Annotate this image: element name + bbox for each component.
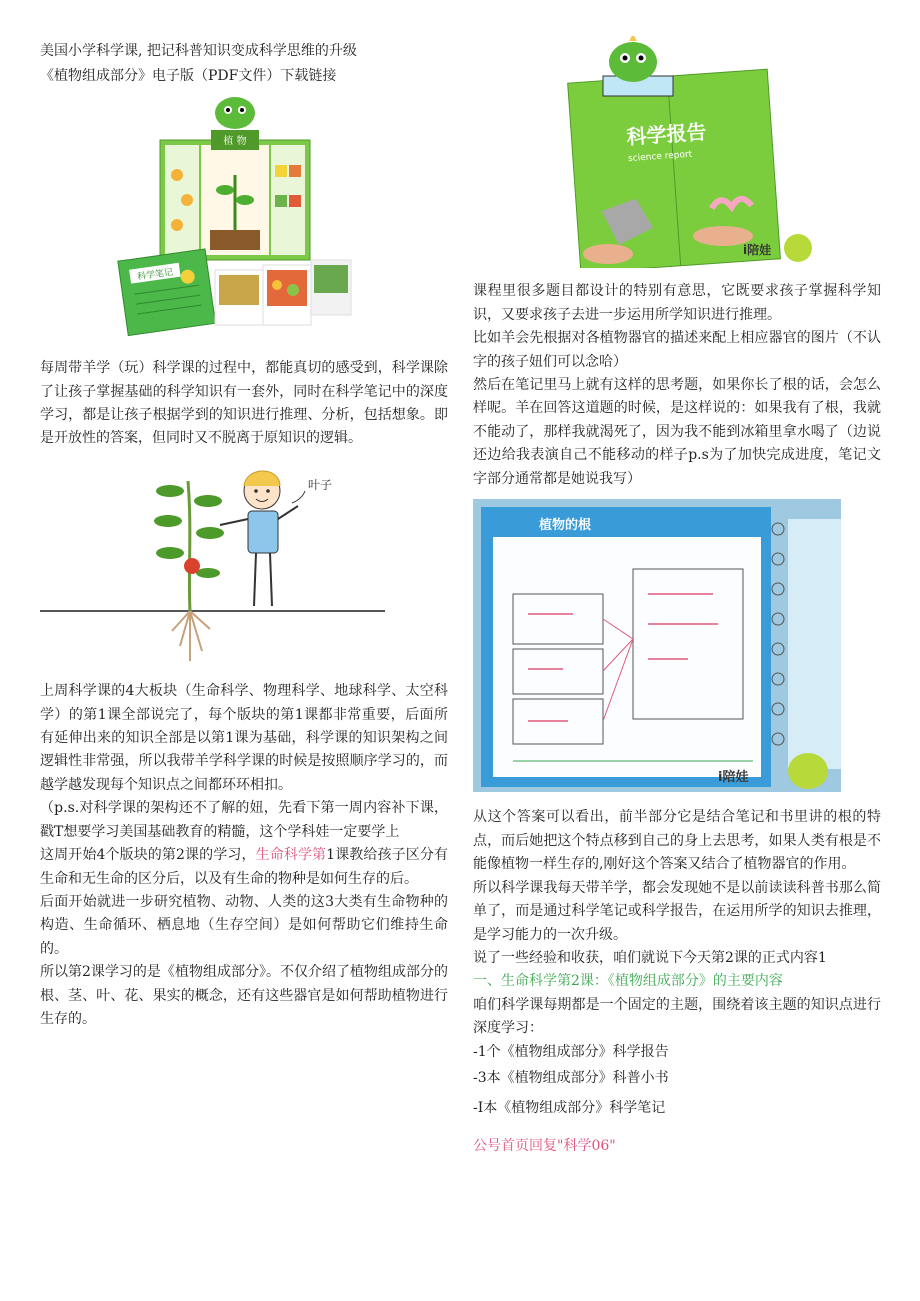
- notebook-brand: i陪娃: [718, 770, 749, 786]
- download-link-text[interactable]: 《植物组成部分》电子版（PDF文件）下载链接: [40, 68, 337, 85]
- life-science-highlight: 生命科学第: [255, 847, 327, 864]
- paragraph-3: （p.s.对科学课的架构还不了解的妞，先看下第一周内容补下课，戳T想要学习美国基础教育的精髓，这个学科娃一定要学上: [40, 800, 448, 840]
- left-column: [40, 40, 448, 1031]
- paragraph-6: 所以第2课学习的是《植物组成部分》。不仅介绍了植物组成部分的根、茎、叶、花、果实的概念，还有这些器官是如何帮助植物进行生存的。: [40, 964, 448, 1027]
- paragraph-4: [40, 844, 448, 891]
- right-column: [473, 36, 881, 1158]
- paragraph-5: 后面开始就进一步研究植物、动物、人类的这3大类有生命物种的构造、生命循环、栖息地（生存空间）是如何帮助它们维持生命的。: [40, 893, 448, 957]
- paragraph-4-pre: 这周开始4个版块的第2课的学习，: [40, 847, 256, 864]
- report-title: 科学报告: [625, 119, 708, 150]
- right-paragraph-2: 比如羊会先根据对各植物器官的描述来配上相应器官的图片（不认字的孩子妞们可以念哈）: [473, 330, 881, 370]
- paragraph-1: 每周带羊学（玩）科学课的过程中，都能真切的感受到，科学课除了让孩子掌握基础的科学知识有一套外，同时在科学笔记中的深度学习，都是让孩子根据学到的知识进行推理、分析，包括想象。即是开放性的答案，但同时又不脱离于原知识的逻辑。: [40, 360, 448, 447]
- section-heading: 一、生命科学第2课：《植物组成部分》的主要内容: [473, 973, 783, 990]
- kit-notebook-label: 科学笔记: [136, 267, 174, 283]
- notebook-heading: 植物的根: [539, 518, 592, 534]
- intro-title: 美国小学科学课, 把记科普知识变成科学思维的升级: [40, 43, 357, 59]
- right-paragraph-4: 从这个答案可以看出，前半部分它是结合笔记和书里讲的根的特点，而后她把这个特点移到自己的身上去思考，如果人类有根是不能像植物一样生存的,刚好这个答案又结合了植物器官的作用。: [473, 809, 881, 873]
- paragraph-2: 上周科学课的4大板块（生命科学、物理科学、地球科学、太空科学）的第1课全部说完了，每个版块的第1课都非常重要，后面所有延伸出来的知识全部是以第1课为基础，科学课的知识架构之间逻辑性非常强，所以我带羊学科学课的时候是按照顺序学习的，而越学越发现每个知识点之间都环环相扣。: [40, 683, 448, 793]
- footer-reply-hint: 公号首页回复"科学06": [473, 1137, 616, 1154]
- science-report-image: [533, 36, 881, 276]
- right-paragraph-6: 说了一些经验和收获，咱们就说下今天第2课的正式内容1: [473, 949, 827, 966]
- leaf-label: 叶子: [308, 477, 333, 492]
- kit-board-label: 植 物: [223, 135, 247, 147]
- list-item-notebook: -I本《植物组成部分》科学笔记: [473, 1100, 666, 1117]
- report-subtitle: science report: [627, 149, 693, 165]
- right-paragraph-7: 咱们科学课每期都是一个固定的主题，围绕着该主题的知识点进行深度学习：: [473, 996, 881, 1037]
- science-notebook-image: [473, 499, 881, 800]
- right-paragraph-3: 然后在笔记里马上就有这样的思考题，如果你长了根的话，会怎么样呢。羊在回答这道题的时候，是这样说的：如果我有了根，我就不能动了，那样我就渴死了，因为我不能到冰箱里拿水喝了（边说还边给我表演自己不能移动的样子p.s为了加快完成进度，笔记文字部分通常都是她说我写）: [473, 377, 881, 487]
- list-item-books: -3本《植物组成部分》科普小书: [473, 1069, 669, 1086]
- report-brand: i陪娃: [743, 243, 772, 257]
- kid-plant-illustration: [40, 461, 448, 674]
- right-paragraph-1: 课程里很多题目都设计的特别有意思，它既要求孩子掌握科学知识，又要求孩子去进一步运用所学知识进行推理。: [473, 283, 881, 323]
- plant-kit-image: [115, 95, 448, 351]
- right-paragraph-5: 所以科学课我每天带羊学，都会发现她不是以前读读科普书那么简单了，而是通过科学笔记或科学报告，在运用所学的知识去推理，是学习能力的一次升级。: [473, 879, 881, 943]
- paragraph-4-post: 1课教给孩子区分有生命和无生命的区分后，以及有生命的物种是如何生存的后。: [40, 847, 448, 887]
- list-item-report: -1个《植物组成部分》科学报告: [473, 1043, 669, 1060]
